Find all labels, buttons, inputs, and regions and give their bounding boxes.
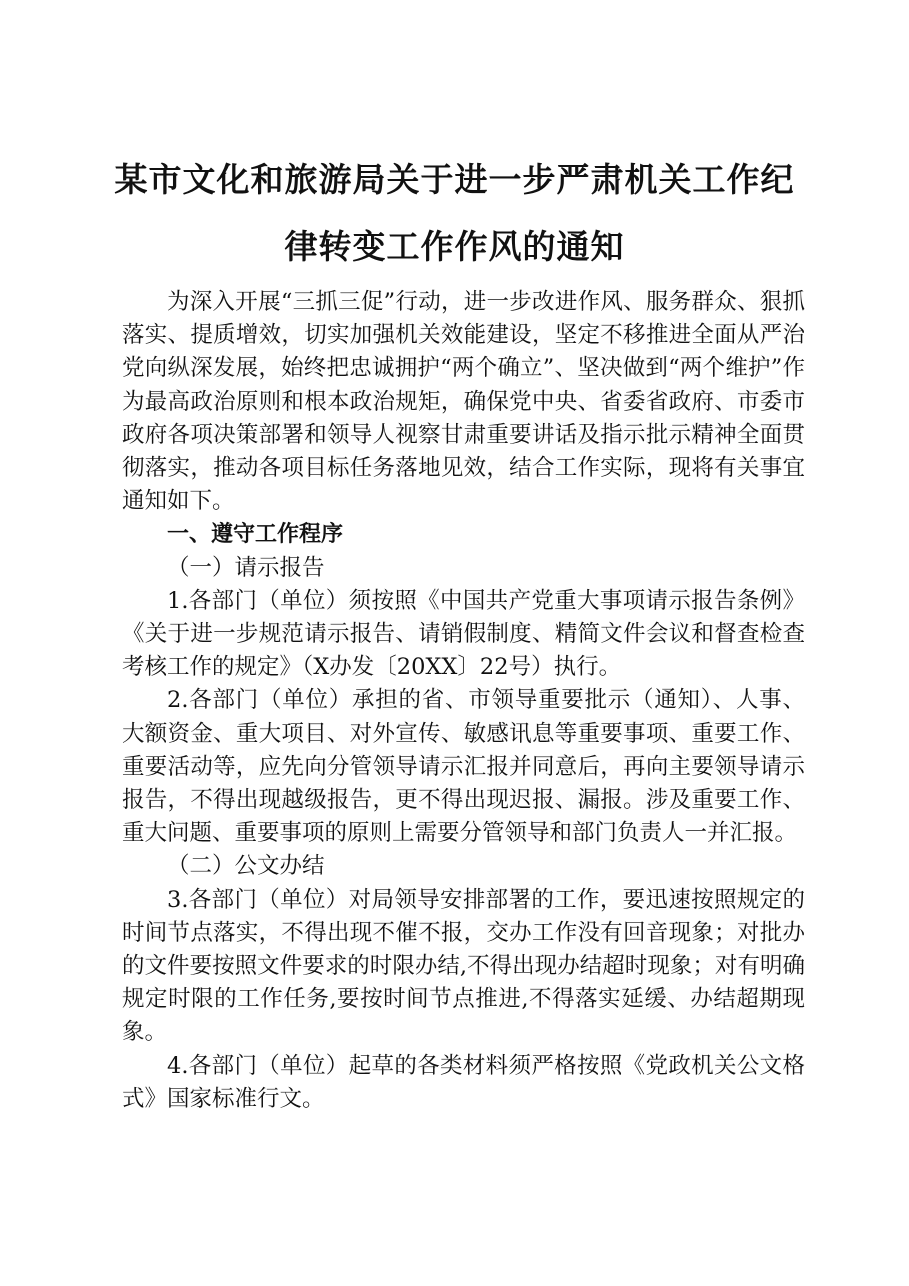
subsection-heading-1: （一）请示报告	[167, 554, 325, 581]
document-body	[122, 286, 805, 1116]
subsection-heading-2: （二）公文办结	[167, 853, 325, 880]
item-paragraph-1: 1.各部门（单位）须按照《中国共产党重大事项请示报告条例》《关于进一步规范请示报告、请销假制度、精简文件会议和督查检查考核工作的规定》（X办发〔20XX〕22号）执行。	[122, 587, 805, 681]
item-paragraph-2: 2.各部门（单位）承担的省、市领导重要批示（通知）、人事、大额资金、重大项目、对外宣传、敏感讯息等重要事项、重要工作、重要活动等，应先向分管领导请示汇报并同意后，再向主要领导请示报告，不得出现越级报告，更不得出现迟报、漏报。涉及重要工作、重大问题、重要事项的原则上需要分管领导和部门负责人一并汇报。	[122, 687, 805, 847]
section-heading-1: 一、遵守工作程序	[167, 522, 344, 548]
intro-paragraph: 为深入开展“三抓三促”行动，进一步改进作风、服务群众、狠抓落实、提质增效，切实加强机关效能建设，坚定不移推进全面从严治党向纵深发展，始终把忠诚拥护“两个确立”、坚决做到“两个维护”作为最高政治原则和根本政治规矩，确保党中央、省委省政府、市委市政府各项决策部署和领导人视察甘肃重要讲话及指示批示精神全面贯彻落实，推动各项目标任务落地见效，结合工作实际，现将有关事宜通知如下。	[122, 289, 805, 515]
item-paragraph-3: 3.各部门（单位）对局领导安排部署的工作，要迅速按照规定的时间节点落实，不得出现不催不报，交办工作没有回音现象；对批办的文件要按照文件要求的时限办结,不得出现办结超时现象；对有明确规定时限的工作任务,要按时间节点推进,不得落实延缓、办结超期现象。	[122, 886, 805, 1046]
document-title-line-1: 某市文化和旅游局关于进一步严肃机关工作纪	[114, 160, 795, 199]
item-paragraph-4: 4.各部门（单位）起草的各类材料须严格按照《党政机关公文格式》国家标准行文。	[122, 1052, 805, 1112]
document-title-line-2: 律转变工作作风的通知	[284, 227, 625, 266]
